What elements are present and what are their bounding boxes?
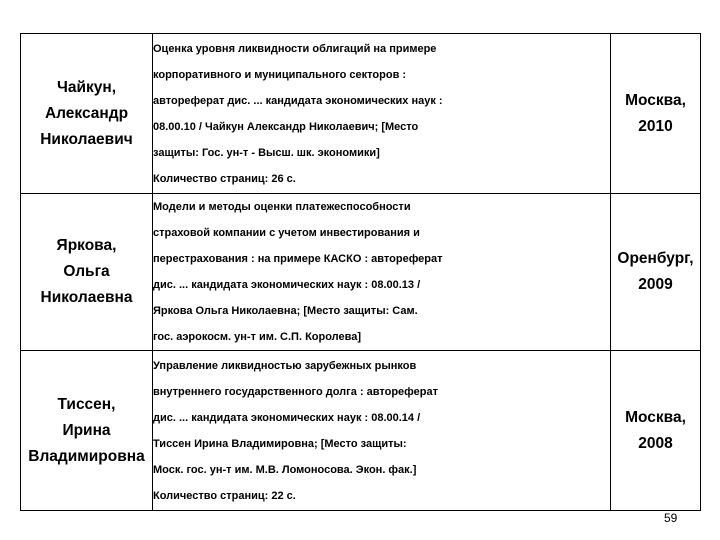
title-line: страховой компании с учетом инвестирования и xyxy=(153,227,420,239)
title-line: корпоративного и муниципального секторов : xyxy=(153,68,407,81)
author-first-name: Ирина xyxy=(62,421,111,439)
year: 2010 xyxy=(638,117,673,135)
title-cell xyxy=(153,351,611,511)
title-line: автореферат дис. ... кандидата экономических наук : xyxy=(153,94,443,107)
title-line: Количество страниц: 22 с. xyxy=(153,489,296,502)
page-number: 59 xyxy=(664,511,678,525)
author-first-name: Александр xyxy=(44,104,129,122)
place-year-cell xyxy=(611,194,701,351)
title-line: дис. ... кандидата экономических наук : 08.00.14 / xyxy=(153,411,421,424)
table-row xyxy=(21,351,701,511)
place-year-cell xyxy=(611,351,701,511)
author-patronymic: Николаевна xyxy=(40,289,133,306)
title-line: защиты: Гос. ун-т - Высш. шк. экономики] xyxy=(153,146,380,159)
place: Москва, xyxy=(625,408,686,426)
place: Оренбург, xyxy=(617,250,694,267)
author-surname: Яркова, xyxy=(56,237,117,254)
table-row xyxy=(21,34,701,194)
table-row xyxy=(21,194,701,351)
title-cell xyxy=(153,34,611,194)
place: Москва, xyxy=(625,91,686,109)
author-patronymic: Владимировна xyxy=(28,447,145,465)
title-cell xyxy=(153,194,611,351)
title-line: Яркова Ольга Николаевна; [Место защиты: Сам. xyxy=(153,305,418,317)
author-cell xyxy=(21,194,153,351)
title-line: внутреннего государственного долга : автореферат xyxy=(153,385,438,398)
title-line: Модели и методы оценки платежеспособности xyxy=(153,201,411,213)
title-line: дис. ... кандидата экономических наук : 08.00.13 / xyxy=(153,279,421,291)
title-line: Моск. гос. ун-т им. М.В. Ломоносова. Экон. фак.] xyxy=(153,463,417,476)
title-line: Оценка уровня ликвидности облигаций на примере xyxy=(153,42,437,55)
title-line: Управление ликвидностью зарубежных рынков xyxy=(153,359,417,372)
author-patronymic: Николаевич xyxy=(40,130,133,148)
dissertations-table xyxy=(20,33,701,511)
author-cell xyxy=(21,34,153,194)
title-line: Количество страниц: 26 с. xyxy=(153,172,296,185)
author-surname: Чайкун, xyxy=(56,78,117,96)
author-cell xyxy=(21,351,153,511)
title-line: перестрахования : на примере КАСКО : автореферат xyxy=(153,253,443,265)
year: 2009 xyxy=(638,276,673,293)
title-line: 08.00.10 / Чайкун Александр Николаевич; [Место xyxy=(153,120,419,133)
title-line: Тиссен Ирина Владимировна; [Место защиты: xyxy=(153,437,407,450)
author-surname: Тиссен, xyxy=(57,395,116,413)
year: 2008 xyxy=(638,434,673,452)
place-year-cell xyxy=(611,34,701,194)
title-line: гос. аэрокосм. ун-т им. С.П. Королева] xyxy=(153,331,362,343)
author-first-name: Ольга xyxy=(63,263,110,280)
